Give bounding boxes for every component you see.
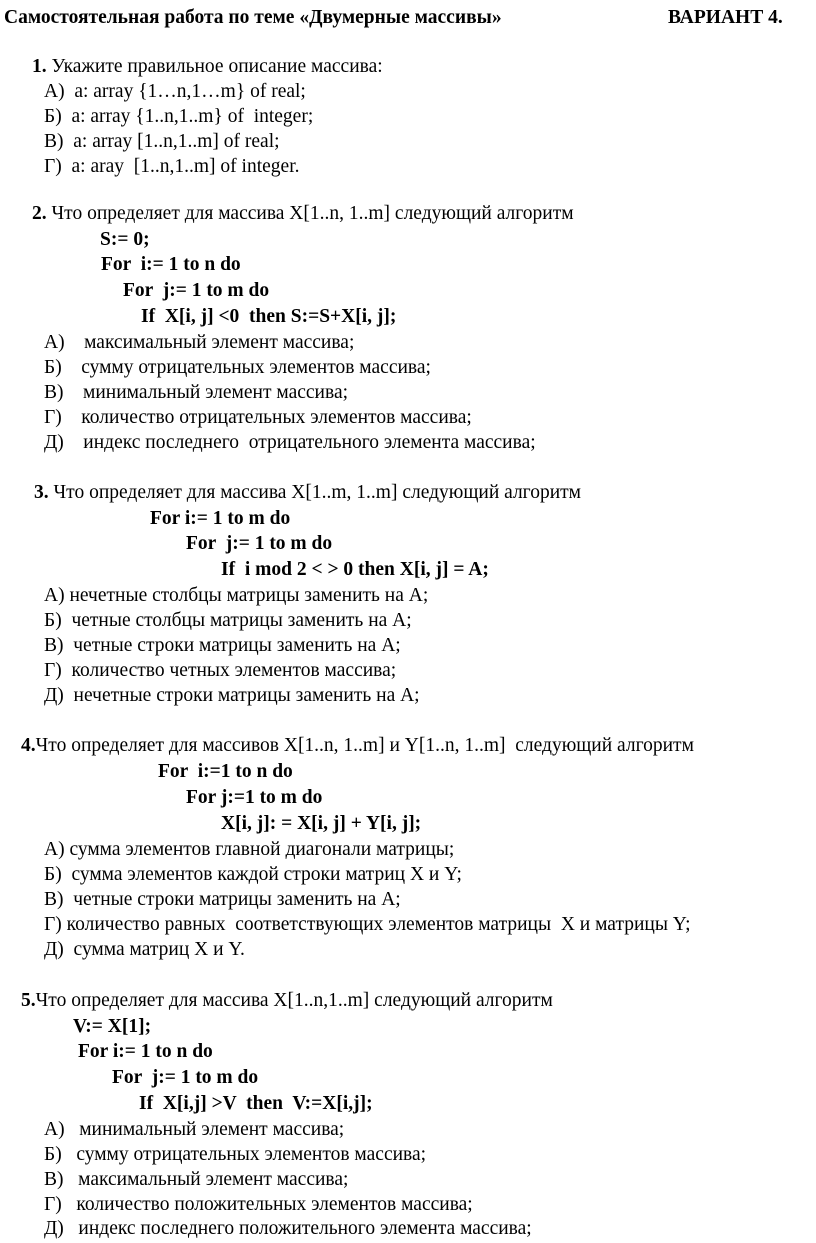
question-5-prompt bbox=[21, 989, 553, 1013]
code-line: For j:= 1 to m do bbox=[123, 280, 270, 301]
question-number: 4. bbox=[21, 735, 36, 756]
page-title: Самостоятельная работа по теме «Двумерные массивы» bbox=[4, 7, 502, 28]
code-line: For i:= 1 to m do bbox=[150, 508, 291, 529]
question-text: Что определяет для массивов X[1..n, 1..m] и Y[1..n, 1..m] следующий алгоритм bbox=[35, 735, 694, 756]
code-line: If i mod 2 < > 0 then X[i, j] = A; bbox=[221, 559, 489, 580]
question-4-prompt bbox=[21, 734, 694, 758]
question-text: Что определяет для массива X[1..m, 1..m] следующий алгоритм bbox=[48, 482, 581, 503]
question-number: 3. bbox=[34, 482, 49, 503]
answer-option: Г) количество положительных элементов массива; bbox=[44, 1194, 473, 1215]
answer-option: Г) количество равных соответствующих элементов матрицы X и матрицы Y; bbox=[44, 914, 691, 935]
answer-option: Б) четные столбцы матрицы заменить на А; bbox=[44, 610, 412, 631]
question-number: 2. bbox=[32, 203, 47, 224]
code-line: S:= 0; bbox=[100, 229, 150, 250]
answer-option: В) a: array [1..n,1..m] of real; bbox=[44, 131, 280, 152]
question-text: Что определяет для массива X[1..n,1..m] следующий алгоритм bbox=[35, 990, 553, 1011]
question-1-prompt bbox=[32, 55, 383, 79]
answer-option: А) a: array {1…n,1…m} of real; bbox=[44, 81, 306, 102]
code-line: If X[i, j] <0 then S:=S+X[i, j]; bbox=[141, 306, 397, 327]
answer-option: Д) индекс последнего отрицательного элемента массива; bbox=[44, 432, 536, 453]
answer-option: Г) a: aray [1..n,1..m] of integer. bbox=[44, 156, 300, 177]
answer-option: Г) количество отрицательных элементов массива; bbox=[44, 407, 472, 428]
answer-option: В) четные строки матрицы заменить на А; bbox=[44, 889, 401, 910]
question-number: 5. bbox=[21, 990, 36, 1011]
code-line: V:= X[1]; bbox=[73, 1016, 152, 1037]
code-line: For j:=1 to m do bbox=[186, 787, 323, 808]
code-line: X[i, j]: = X[i, j] + Y[i, j]; bbox=[221, 813, 422, 834]
answer-option: В) четные строки матрицы заменить на А; bbox=[44, 635, 401, 656]
question-number: 1. bbox=[32, 56, 47, 77]
answer-option: А) нечетные столбцы матрицы заменить на А; bbox=[44, 585, 429, 606]
answer-option: А) максимальный элемент массива; bbox=[44, 332, 355, 353]
answer-option: Б) сумму отрицательных элементов массива; bbox=[44, 1144, 427, 1165]
answer-option: В) минимальный элемент массива; bbox=[44, 382, 349, 403]
code-line: If X[i,j] >V then V:=X[i,j]; bbox=[139, 1093, 373, 1114]
answer-option: Б) сумму отрицательных элементов массива; bbox=[44, 357, 431, 378]
answer-option: В) максимальный элемент массива; bbox=[44, 1169, 349, 1190]
code-line: For j:= 1 to m do bbox=[112, 1067, 259, 1088]
question-2-prompt bbox=[32, 202, 574, 226]
answer-option: Д) нечетные строки матрицы заменить на А; bbox=[44, 685, 420, 706]
answer-option: Д) сумма матриц X и Y. bbox=[44, 939, 245, 960]
code-line: For j:= 1 to m do bbox=[186, 533, 333, 554]
answer-option: Б) сумма элементов каждой строки матриц X и Y; bbox=[44, 864, 462, 885]
code-line: For i:=1 to n do bbox=[158, 761, 293, 782]
answer-option: А) сумма элементов главной диагонали матрицы; bbox=[44, 839, 455, 860]
answer-option: А) минимальный элемент массива; bbox=[44, 1119, 345, 1140]
code-line: For i:= 1 to n do bbox=[101, 254, 241, 275]
answer-option: Г) количество четных элементов массива; bbox=[44, 660, 397, 681]
code-line: For i:= 1 to n do bbox=[78, 1041, 213, 1062]
variant-label: ВАРИАНТ 4. bbox=[668, 7, 783, 28]
answer-option: Б) a: array {1..n,1..m} of integer; bbox=[44, 106, 314, 127]
question-text: Укажите правильное описание массива: bbox=[46, 56, 383, 77]
question-text: Что определяет для массива X[1..n, 1..m] следующий алгоритм bbox=[46, 203, 574, 224]
answer-option: Д) индекс последнего положительного элемента массива; bbox=[44, 1218, 532, 1239]
question-3-prompt bbox=[34, 481, 581, 505]
